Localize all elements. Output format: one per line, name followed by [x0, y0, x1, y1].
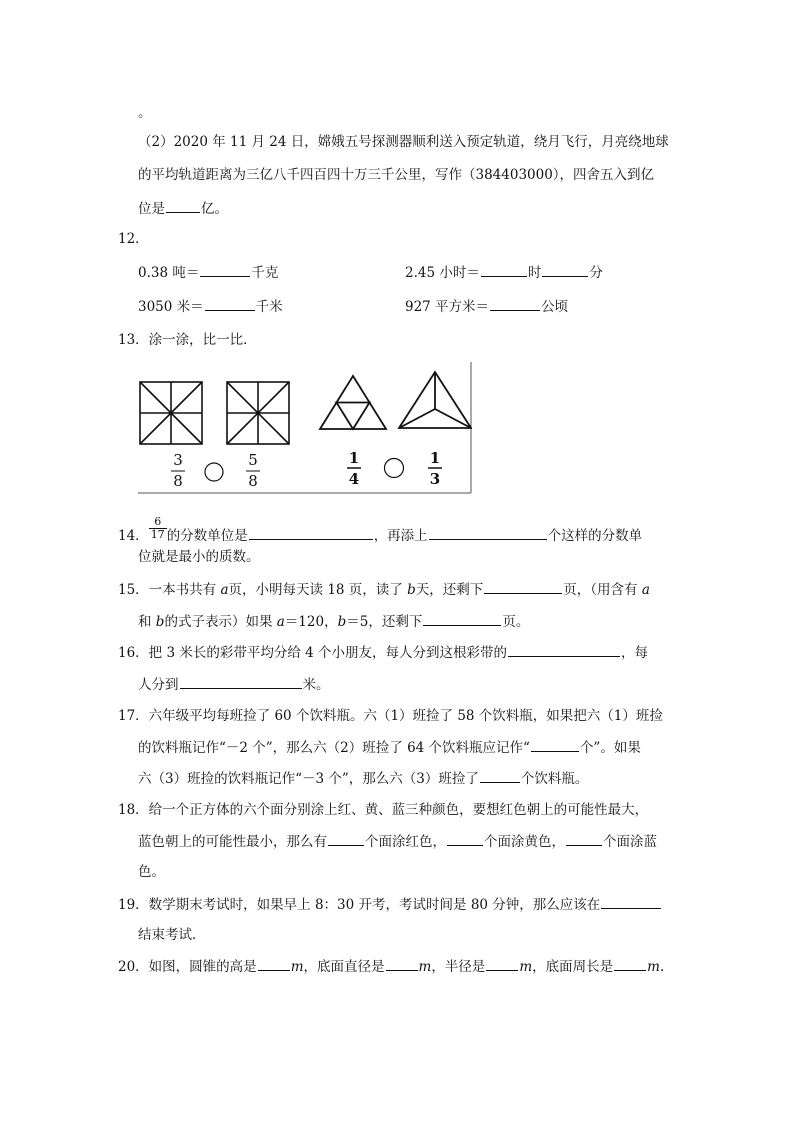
- text: 的式子表示）如果: [164, 614, 277, 630]
- text: ＝120，: [284, 614, 338, 630]
- text: 人分到: [138, 677, 179, 693]
- answer-blank[interactable]: [386, 957, 418, 971]
- answer-blank[interactable]: [480, 769, 520, 783]
- answer-blank[interactable]: [481, 263, 527, 277]
- q17-line1: 17．六年级平均每班捡了 60 个饮料瓶。六（1）班捡了 58 个饮料瓶，如果把六（1）班捡: [118, 708, 663, 724]
- variable-b: b: [337, 614, 347, 630]
- text: 0.38 吨＝: [138, 265, 200, 281]
- text: 927 平方米＝: [405, 299, 490, 315]
- answer-blank[interactable]: [166, 199, 200, 213]
- q11-2-line3: [138, 199, 228, 218]
- text: 和: [138, 614, 156, 630]
- q13-title: 13．涂一涂，比一比．: [118, 332, 257, 348]
- text: 页。: [502, 614, 530, 630]
- text: 时: [527, 265, 542, 281]
- text: 15．一本书共有: [118, 582, 221, 598]
- answer-blank[interactable]: [566, 832, 602, 846]
- q12-number: 12．: [118, 231, 149, 247]
- answer-blank[interactable]: [205, 297, 255, 311]
- answer-blank[interactable]: [490, 297, 540, 311]
- compare-circle-2[interactable]: [385, 459, 404, 478]
- q16-line2: [138, 675, 330, 694]
- q14-line1: [118, 515, 643, 549]
- answer-blank[interactable]: [486, 957, 518, 971]
- answer-blank[interactable]: [531, 738, 579, 752]
- triangle-thirds[interactable]: [399, 372, 471, 428]
- answer-blank[interactable]: [429, 526, 547, 540]
- answer-blank[interactable]: [614, 957, 646, 971]
- text: ，每: [621, 645, 649, 661]
- q12-d: [405, 297, 568, 316]
- variable-b: b: [155, 614, 165, 630]
- frac-3-8-denominator: 8: [173, 472, 183, 490]
- text: 天，还剩下: [415, 582, 484, 598]
- q18-line1: 18．给一个正方体的六个面分别涂上红、黄、蓝三种颜色，要想红色朝上的可能性最大，: [118, 802, 649, 818]
- text: 亿。: [201, 201, 228, 217]
- answer-blank[interactable]: [328, 832, 364, 846]
- q18-line2: [138, 832, 657, 851]
- text: 六（3）班捡的饮料瓶记作“－3 个”，那么六（3）班捡了: [138, 771, 479, 787]
- unit-m: m: [418, 959, 432, 975]
- text: 页，（用含有: [563, 582, 642, 598]
- text: 个饮料瓶。: [520, 771, 589, 787]
- unit-m: m: [290, 959, 304, 975]
- frac-1-4-numerator: 1: [348, 449, 360, 467]
- fraction-6-17: [149, 516, 167, 541]
- text: 19．数学期末考试时，如果早上 8：30 开考，考试时间是 80 分钟，那么应该在: [118, 897, 601, 913]
- q16-line1: [118, 643, 648, 662]
- q12-c: [138, 297, 283, 316]
- text: 蓝色朝上的可能性最小，那么有: [138, 834, 327, 850]
- text: 位是: [138, 201, 165, 217]
- frac-5-8-numerator: 5: [248, 451, 258, 469]
- frac-1-3-denominator: 3: [429, 470, 441, 488]
- frac-1-3-numerator: 1: [429, 449, 441, 467]
- fraction-numerator: 6: [154, 515, 162, 528]
- variable-a: a: [220, 582, 229, 598]
- answer-blank[interactable]: [258, 957, 290, 971]
- text: 的饮料瓶记作“－2 个”，那么六（2）班捡了 64 个饮料瓶应记作“: [138, 740, 530, 756]
- q11-2-line1: （2）2020 年 11 月 24 日，嫦娥五号探测器顺利送入预定轨道，绕月飞行，月亮绕地球: [138, 134, 669, 150]
- text: ，底面周长是: [532, 959, 614, 975]
- q11-2-line2: 的平均轨道距离为三亿八千四百四十万三千公里，写作（384403000），四舍五入到亿: [138, 167, 655, 183]
- frac-3-8-numerator: 3: [173, 451, 183, 469]
- answer-blank[interactable]: [249, 526, 373, 540]
- variable-a: a: [276, 614, 285, 630]
- unit-m: m: [647, 959, 660, 975]
- text: ，半径是: [431, 959, 486, 975]
- text: 3050 米＝: [138, 299, 204, 315]
- text: 个面涂红色，: [365, 834, 446, 850]
- text: 个这样的分数单: [547, 528, 643, 544]
- q12-a: [138, 263, 278, 282]
- text: 个面涂蓝: [603, 834, 657, 850]
- q12-b: [405, 263, 603, 282]
- q15-line1: [118, 580, 650, 599]
- answer-blank[interactable]: [508, 643, 620, 657]
- text: 页，小明每天读 18 页，读了: [228, 582, 408, 598]
- text: 千米: [255, 299, 283, 315]
- answer-blank[interactable]: [447, 832, 483, 846]
- shapes-figure: [138, 362, 472, 494]
- q20-line1: [118, 957, 664, 976]
- text: 公顷: [541, 299, 569, 315]
- text: 个”。如果: [579, 740, 641, 756]
- q19-line1: [118, 895, 662, 914]
- answer-blank[interactable]: [484, 580, 562, 594]
- square-2[interactable]: [227, 382, 289, 444]
- answer-blank[interactable]: [200, 263, 250, 277]
- answer-blank[interactable]: [423, 612, 501, 626]
- text: ，底面直径是: [303, 959, 385, 975]
- q17-line3: [138, 769, 588, 788]
- variable-b: b: [407, 582, 416, 598]
- variable-a: a: [641, 582, 650, 598]
- text: 20．如图，圆锥的高是: [118, 959, 257, 975]
- answer-blank[interactable]: [542, 263, 588, 277]
- q14-number: 14．: [118, 528, 149, 544]
- frac-1-4-denominator: 4: [348, 470, 360, 488]
- text: ＝5，还剩下: [346, 614, 423, 630]
- text: 千克: [251, 265, 279, 281]
- frac-5-8-denominator: 8: [248, 472, 258, 490]
- fraction-denominator: 17: [150, 528, 165, 541]
- text: .: [659, 959, 665, 975]
- q17-line2: [138, 738, 641, 757]
- square-1[interactable]: [140, 382, 202, 444]
- answer-blank[interactable]: [180, 675, 302, 689]
- text: ，再添上: [373, 528, 428, 544]
- text: 米。: [302, 677, 330, 693]
- text: 的分数单位是: [166, 528, 248, 544]
- q14-line2: 位就是最小的质数。: [138, 549, 260, 565]
- q18-line3: 色。: [138, 864, 165, 880]
- q15-line2: [138, 612, 529, 631]
- text: 分: [589, 265, 603, 281]
- text: 2.45 小时＝: [405, 265, 480, 281]
- unit-m: m: [519, 959, 533, 975]
- answer-blank[interactable]: [601, 895, 661, 909]
- text: 个面涂黄色，: [484, 834, 565, 850]
- compare-circle-1[interactable]: [205, 463, 223, 481]
- triangle-quarters[interactable]: [320, 376, 386, 429]
- q19-line2: 结束考试．: [138, 927, 206, 943]
- text: 16．把 3 米长的彩带平均分给 4 个小朋友，每人分到这根彩带的: [118, 645, 508, 661]
- continuation-mark: 。: [138, 105, 152, 121]
